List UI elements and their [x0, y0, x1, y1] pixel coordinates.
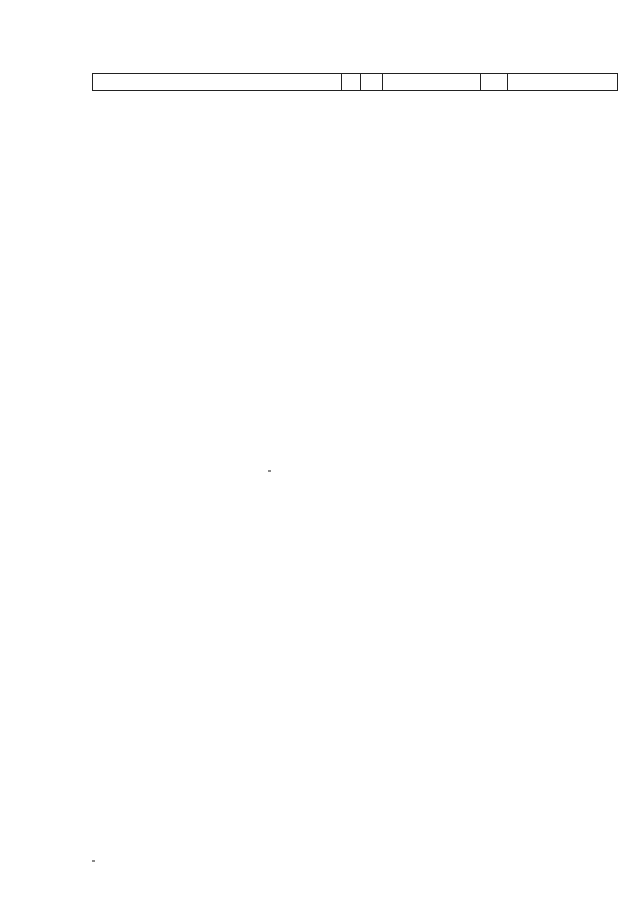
header-col-2 [342, 74, 361, 91]
column-header-row [92, 73, 618, 91]
header-col-5 [481, 74, 508, 91]
header-col-1 [93, 74, 342, 91]
header-col-4 [383, 74, 481, 91]
scan-speck [92, 860, 95, 862]
header-col-3 [361, 74, 383, 91]
header-col-6 [508, 74, 618, 91]
scan-speck [268, 470, 271, 472]
